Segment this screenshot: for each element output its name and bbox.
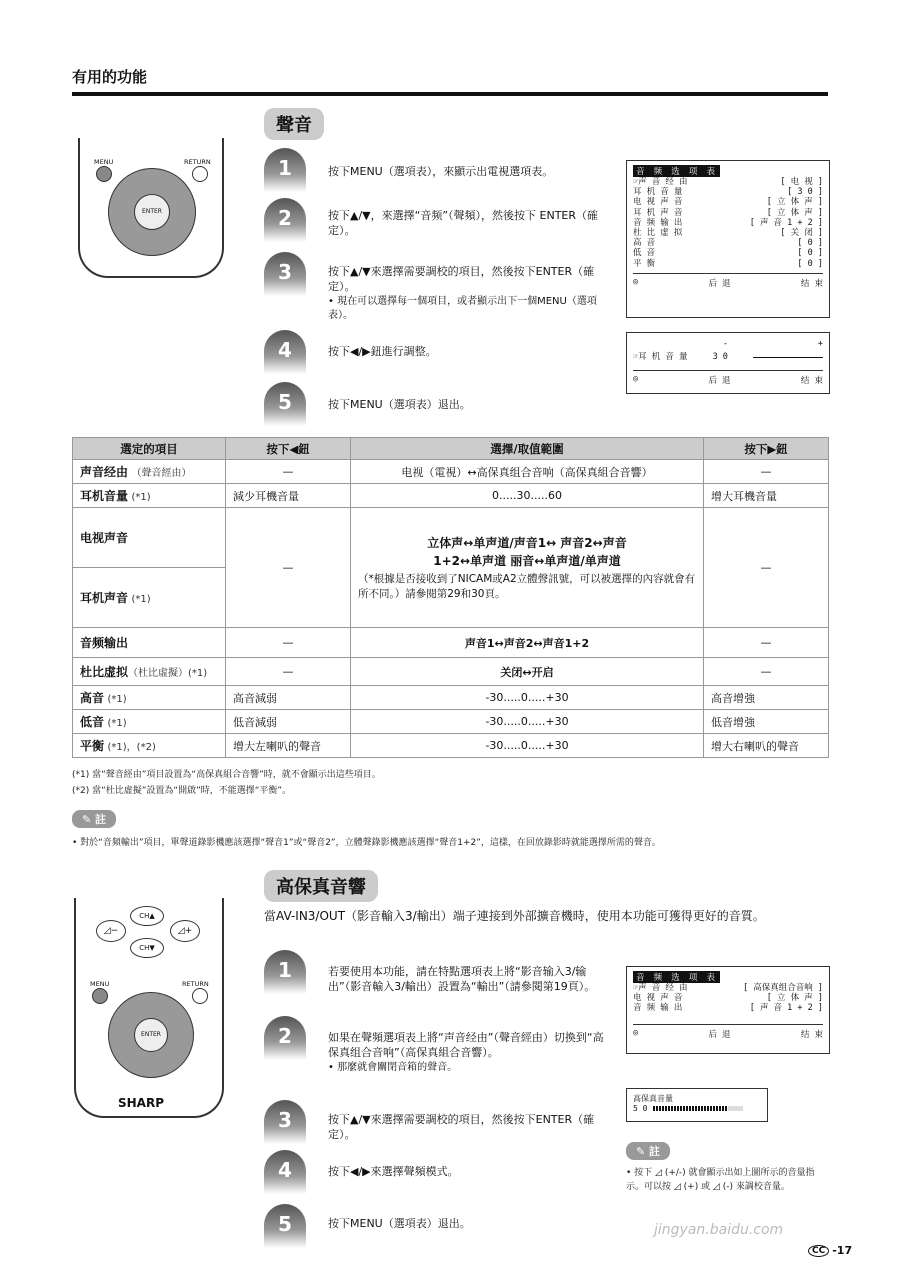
hifi-step-3-text: 按下▲/▼來選擇需要調校的項目，然後按下ENTER（確定）。 — [328, 1113, 595, 1141]
osd-item: 高 音 — [633, 238, 656, 249]
osd-item: 音 频 输 出 — [633, 217, 683, 228]
channel-up-button[interactable]: CH▲ — [130, 906, 164, 926]
osd-title: 音 频 选 项 表 — [633, 165, 720, 177]
table-row — [73, 734, 829, 758]
audio-menu-osd — [626, 160, 830, 318]
right-action: — — [704, 508, 829, 628]
menu-label: MENU — [94, 158, 114, 166]
volume-down-button[interactable]: ◿− — [96, 920, 126, 942]
footnote-2: (*2) 當“杜比虛擬”設置為“開啟”時，不能選擇“平衡”。 — [72, 786, 292, 796]
osd-value: [ 3 0 ] — [787, 187, 823, 198]
osd-item: 耳 机 音 量 — [633, 187, 683, 198]
osd-end-label: 结 束 — [800, 376, 823, 387]
osd-item: 音 频 输 出 — [633, 1003, 683, 1014]
col-header: 選定的項目 — [73, 438, 226, 460]
osd-item: ☞声 音 经 由 — [633, 983, 688, 993]
step-3-text — [328, 264, 610, 323]
note-badge — [72, 810, 116, 828]
item-sub: （杜比虛擬）(*1) — [128, 668, 208, 679]
osd-back-label: 后 退 — [708, 376, 731, 387]
pencil-icon: ✎ — [82, 813, 96, 826]
osd-back-label: 后 退 — [708, 1029, 731, 1040]
col-header: 按下▶鈕 — [704, 438, 829, 460]
dpad-icon: ◎ — [633, 1027, 639, 1038]
page-section-title: 有用的功能 — [72, 68, 148, 86]
osd-item: 平 衡 — [633, 258, 656, 269]
page-number — [808, 1244, 852, 1257]
hifi-menu-osd — [626, 966, 830, 1054]
item-sub: (*1)，(*2) — [107, 742, 156, 753]
hifi-step-4-number: 4 — [264, 1150, 306, 1194]
table-row — [73, 686, 829, 710]
item-name: 声音经由 — [80, 465, 129, 479]
enter-button[interactable]: ENTER — [134, 194, 170, 230]
left-action: — — [226, 460, 351, 484]
osd-item: 耳 机 声 音 — [633, 207, 683, 218]
osd-value: [ 0 ] — [797, 258, 823, 269]
return-button[interactable] — [192, 988, 208, 1004]
table-row — [73, 710, 829, 734]
osd-end-label: 结 束 — [800, 1029, 823, 1040]
menu-button[interactable] — [96, 166, 112, 182]
menu-button[interactable] — [92, 988, 108, 1004]
osd-plus: + — [817, 339, 823, 349]
item-name: 低音 — [80, 715, 105, 729]
step-2-text: 按下▲/▼，來選擇“音频”（聲頻），然後按下 ENTER（確定）。 — [328, 209, 599, 237]
note-text-2: • 按下 ◿ (+/-) 就會顯示出如上圖所示的音量指示。可以按 ◿ (+) 或 ◿ (-) 來調校音量。 — [626, 1168, 815, 1192]
table-row — [73, 484, 829, 508]
table-row — [73, 658, 829, 686]
col-header: 按下◀鈕 — [226, 438, 351, 460]
osd-value: [ 立 体 声 ] — [766, 993, 823, 1004]
footnote-1: (*1) 當“聲音經由”項目設置為“高保真組合音響”時，就不會顯示出這些項目。 — [72, 770, 381, 780]
osd-item: ☞声 音 经 由 — [633, 177, 688, 187]
pencil-icon: ✎ — [636, 1145, 650, 1158]
left-action: — — [226, 508, 351, 628]
remote-illustration-1 — [78, 138, 224, 278]
osd-title: 音 频 选 项 表 — [633, 971, 720, 983]
osd-value: [ 0 ] — [797, 238, 823, 249]
table-row — [73, 508, 829, 568]
table-row — [73, 460, 829, 484]
item-name: 音频输出 — [80, 636, 129, 650]
hifi-step-2-bullet: • 那麼就會關閉音箱的聲音。 — [328, 1062, 458, 1073]
hifi-section-title: 高保真音響 — [264, 870, 378, 902]
page-number-text: -17 — [832, 1244, 853, 1257]
left-action: — — [226, 628, 351, 658]
left-action: — — [226, 658, 351, 686]
step-5-number: 5 — [264, 382, 306, 426]
step-1-number: 1 — [264, 148, 306, 192]
right-action: 低音增強 — [704, 710, 829, 734]
hifi-step-2-number: 2 — [264, 1016, 306, 1060]
hifi-step-3-number: 3 — [264, 1100, 306, 1144]
osd-label: ☞耳 机 音 量 — [633, 352, 688, 363]
step-3-main: 按下▲/▼來選擇需要調校的項目，然後按下ENTER（確定）。 — [328, 265, 595, 293]
table-row — [73, 628, 829, 658]
osd-minus: - — [722, 339, 728, 349]
hifi-step-5-text: 按下MENU（選項表）退出。 — [328, 1217, 471, 1230]
note-badge-label: 註 — [95, 813, 107, 826]
volume-slider — [753, 357, 823, 362]
right-action: — — [704, 628, 829, 658]
channel-down-button[interactable]: CH▼ — [130, 938, 164, 958]
hifi-step-4-text: 按下◀/▶來選擇聲頻模式。 — [328, 1165, 459, 1178]
col-header: 選擇/取值範圍 — [351, 438, 704, 460]
remote-illustration-2 — [74, 898, 224, 1118]
osd-value: [ 声 音 1 + 2 ] — [749, 1003, 823, 1014]
watermark: jingyan.baidu.com — [654, 1222, 784, 1238]
osd-end-label: 结 束 — [800, 278, 823, 289]
range: -30.....0.....+30 — [351, 710, 704, 734]
item-name: 耳机音量 — [80, 489, 129, 503]
range-values: 立体声↔单声道/声音1↔ 声音2↔声音1+2↔单声道 丽音↔单声道/单声道 — [427, 535, 627, 568]
item-name: 平衡 — [80, 739, 105, 753]
range-note: （*根據是否接收到了NICAM或A2立體聲訊號，可以被選擇的內容就會有所不同。）請參閱第29和30頁。 — [358, 572, 696, 600]
item-name: 电视声音 — [80, 531, 129, 545]
hifi-intro: 當AV-IN3/OUT（影音輸入3/輸出）端子連接到外部擴音機時，使用本功能可獲得更好的音質。 — [264, 909, 765, 923]
hifi-step-1-number: 1 — [264, 950, 306, 994]
right-action: 高音增強 — [704, 686, 829, 710]
osd-value: [ 电 视 ] — [780, 177, 823, 187]
dpad-icon: ◎ — [633, 374, 639, 385]
language-icon: CC — [808, 1245, 829, 1257]
osd-value: [ 高保真组合音响 ] — [743, 983, 823, 993]
volume-up-button[interactable]: ◿+ — [170, 920, 200, 942]
osd-item: 低 音 — [633, 248, 656, 259]
hifi-step-5-number: 5 — [264, 1204, 306, 1248]
sound-section-title: 聲音 — [264, 108, 324, 140]
range: -30.....0.....+30 — [351, 734, 704, 758]
osd-label: 高保真音量 — [633, 1094, 673, 1103]
hifi-step-1-text: 若要使用本功能，請在特點選項表上將“影音输入3/输出”（影音輸入3/輸出）設置為“輸出”（請參閱第19頁）。 — [328, 965, 596, 993]
osd-value: [ 声 音 1 + 2 ] — [749, 217, 823, 228]
note-text: • 對於“音頻輸出”項目，單聲道錄影機應該選擇“聲音1”或“聲音2”，立體聲錄影機應該選擇“聲音1+2”，這樣，在回放錄影時就能選擇所需的聲音。 — [72, 838, 661, 848]
item-sub: (*1) — [131, 594, 151, 605]
header-rule — [72, 92, 828, 96]
dpad-icon: ◎ — [633, 276, 639, 287]
return-label: RETURN — [182, 980, 209, 988]
volume-level-fill — [653, 1106, 728, 1111]
osd-value: 5 0 — [633, 1104, 648, 1113]
item-sub: (*1) — [107, 718, 127, 729]
osd-value: [ 立 体 声 ] — [766, 207, 823, 218]
osd-value: 3 0 — [712, 352, 728, 363]
osd-back-label: 后 退 — [708, 278, 731, 289]
item-name: 高音 — [80, 691, 105, 705]
step-2-number: 2 — [264, 198, 306, 242]
osd-item: 杜 比 虚 拟 — [633, 228, 683, 239]
hifi-step-2-main: 如果在聲頻選項表上將“声音经由”（聲音經由）切換到“高保真组合音响”（高保真組合音響）。 — [328, 1031, 604, 1059]
left-action: 高音減弱 — [226, 686, 351, 710]
step-4-text: 按下◀/▶鈕進行調整。 — [328, 345, 437, 358]
range: 电视（電視）↔高保真组合音响（高保真組合音響） — [351, 460, 704, 484]
step-3-number: 3 — [264, 252, 306, 296]
sound-settings-table — [72, 437, 829, 758]
osd-value: [ 关 闭 ] — [780, 228, 823, 239]
return-label: RETURN — [184, 158, 211, 166]
step-3-bullet: • 現在可以選擇每一個項目，或者顯示出下一個MENU（選項表）。 — [328, 296, 597, 321]
step-4-number: 4 — [264, 330, 306, 374]
volume-level-bar — [653, 1106, 743, 1111]
item-sub: (*1) — [107, 694, 127, 705]
hifi-volume-osd — [626, 1088, 768, 1122]
osd-value: [ 立 体 声 ] — [766, 197, 823, 208]
hifi-step-2-text — [328, 1030, 610, 1075]
item-name: 杜比虚拟 — [80, 665, 129, 679]
left-action: 減少耳機音量 — [226, 484, 351, 508]
note-badge-label: 註 — [649, 1145, 661, 1158]
right-action: — — [704, 460, 829, 484]
right-action: 增大右喇叭的聲音 — [704, 734, 829, 758]
osd-item: 电 视 声 音 — [633, 993, 683, 1004]
item-sub: （聲音經由） — [131, 468, 192, 479]
osd-item: 电 视 声 音 — [633, 197, 683, 208]
left-action: 增大左喇叭的聲音 — [226, 734, 351, 758]
right-action: 增大耳機音量 — [704, 484, 829, 508]
range: 关闭↔开启 — [351, 658, 704, 686]
range — [351, 508, 704, 628]
headphone-volume-osd — [626, 332, 830, 394]
step-5-text: 按下MENU（選項表）退出。 — [328, 398, 471, 411]
brand-logo: SHARP — [118, 1096, 165, 1110]
osd-value: [ 0 ] — [797, 248, 823, 259]
step-1-text: 按下MENU（選項表），來顯示出電視選項表。 — [328, 165, 554, 178]
return-button[interactable] — [192, 166, 208, 182]
left-action: 低音減弱 — [226, 710, 351, 734]
right-action: — — [704, 658, 829, 686]
menu-label: MENU — [90, 980, 110, 988]
range: -30.....0.....+30 — [351, 686, 704, 710]
item-sub: (*1) — [131, 492, 151, 503]
note-badge-2 — [626, 1142, 670, 1160]
item-name: 耳机声音 — [80, 591, 129, 605]
enter-button[interactable]: ENTER — [134, 1018, 168, 1052]
range: 0.....30.....60 — [351, 484, 704, 508]
range: 声音1↔声音2↔声音1+2 — [351, 628, 704, 658]
